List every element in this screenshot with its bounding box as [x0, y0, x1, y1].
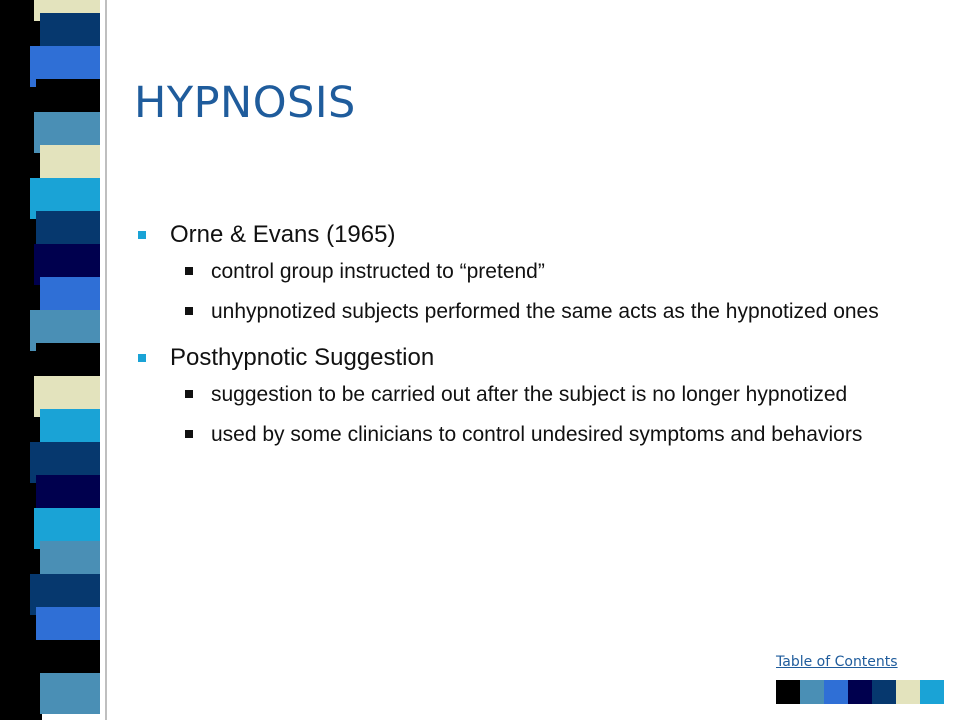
square-bullet-icon [138, 231, 146, 239]
sub-bullet-text: control group instructed to “pretend” [211, 260, 545, 283]
square-bullet-icon [185, 267, 193, 275]
stripe-block [40, 673, 100, 714]
nav-swatch-button[interactable] [800, 680, 824, 704]
square-bullet-icon [185, 430, 193, 438]
stripe-divider [105, 0, 107, 720]
nav-swatch-button[interactable] [848, 680, 872, 704]
sub-bullet-item [134, 421, 924, 448]
square-bullet-icon [185, 390, 193, 398]
slide-body [134, 218, 924, 461]
table-of-contents-link[interactable]: Table of Contents [776, 654, 898, 670]
bullet-text: Orne & Evans (1965) [170, 221, 396, 248]
nav-swatch-button[interactable] [920, 680, 944, 704]
sub-bullet-text: suggestion to be carried out after the subject is no longer hypnotized [211, 383, 848, 406]
square-bullet-icon [138, 354, 146, 362]
nav-swatch-button[interactable] [824, 680, 848, 704]
bullet-text: Posthypnotic Suggestion [170, 344, 435, 371]
sub-bullet-item [134, 298, 924, 325]
bullet-item [134, 341, 924, 375]
slide-title: HYPNOSIS [134, 78, 356, 128]
square-bullet-icon [185, 307, 193, 315]
slide-nav-swatches [776, 680, 944, 704]
sub-bullet-item [134, 381, 924, 408]
nav-swatch-button[interactable] [896, 680, 920, 704]
sub-bullet-text: unhypnotized subjects performed the same acts as the hypnotized ones [211, 300, 879, 323]
nav-swatch-button[interactable] [872, 680, 896, 704]
sub-bullet-text: used by some clinicians to control undesired symptoms and behaviors [211, 423, 863, 446]
sub-bullet-item [134, 258, 924, 285]
bullet-item [134, 218, 924, 252]
decorative-stripe [0, 0, 110, 720]
nav-swatch-button[interactable] [776, 680, 800, 704]
